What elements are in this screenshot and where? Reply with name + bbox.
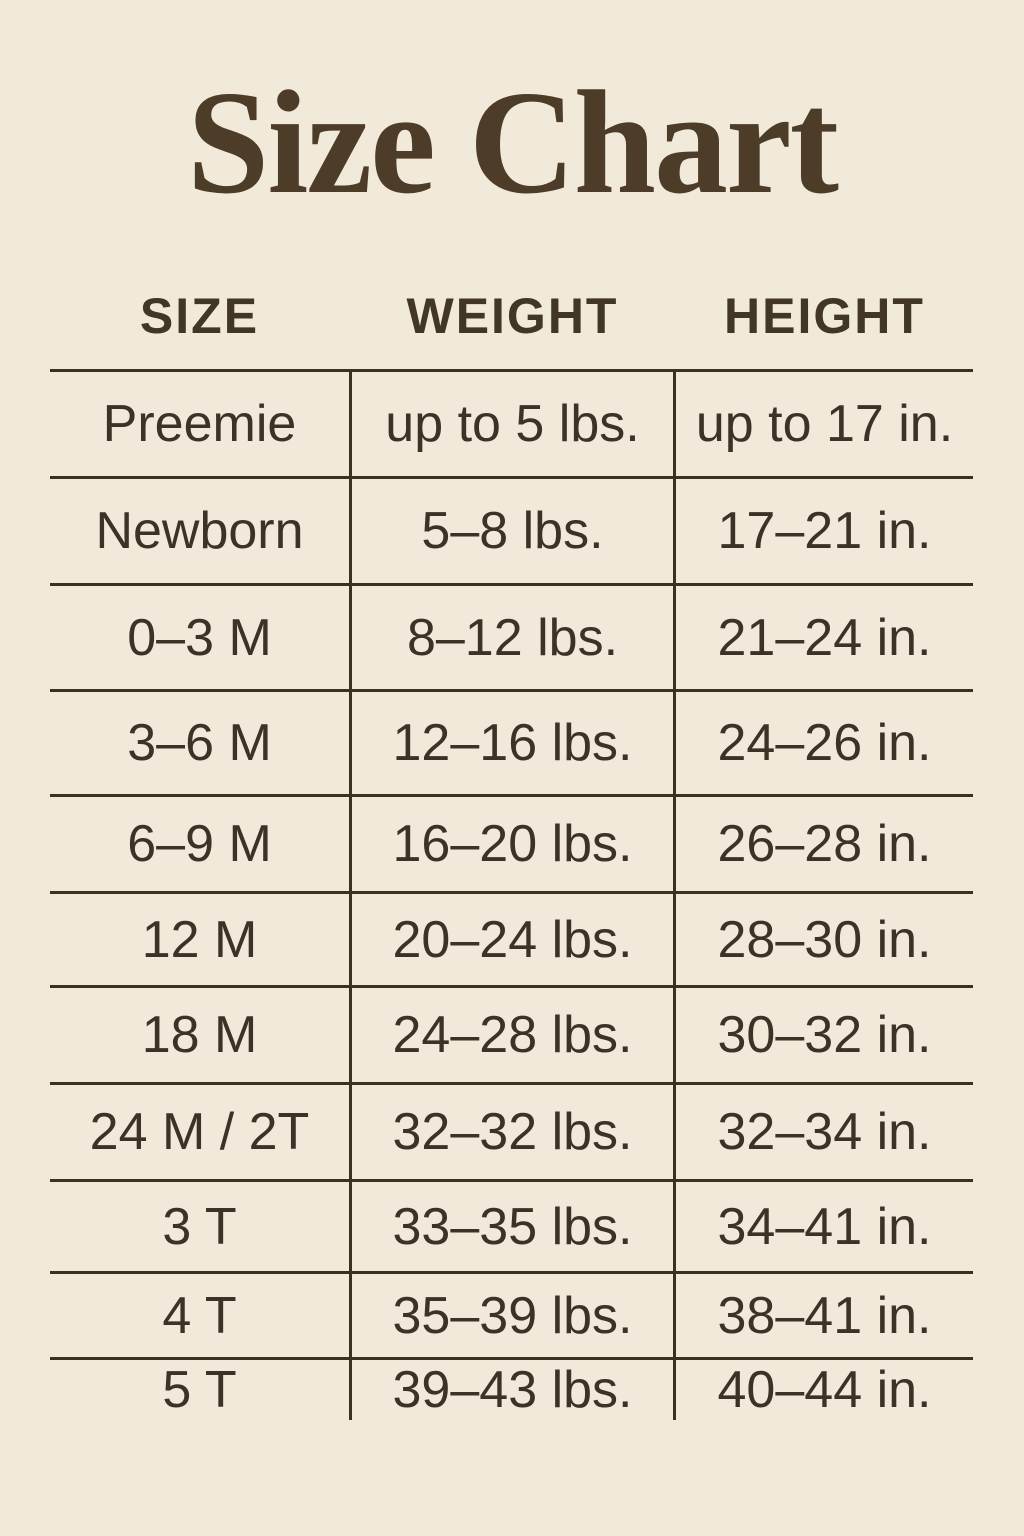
size-cell: 24 M / 2T bbox=[89, 1103, 310, 1161]
table-row bbox=[50, 1179, 973, 1271]
size-cell: 0–3 M bbox=[127, 608, 272, 667]
weight-cell: 12–16 lbs. bbox=[349, 692, 676, 794]
table-row bbox=[50, 583, 973, 689]
table-header-row bbox=[50, 262, 973, 369]
height-cell: 28–30 in. bbox=[717, 910, 932, 969]
height-cell: 24–26 in. bbox=[717, 714, 932, 772]
column-header-size: SIZE bbox=[139, 287, 260, 344]
size-table bbox=[50, 262, 973, 1420]
size-cell: 5 T bbox=[162, 1361, 237, 1419]
weight-cell: 5–8 lbs. bbox=[349, 479, 676, 583]
height-cell: 32–34 in. bbox=[717, 1103, 932, 1161]
table-row bbox=[50, 1357, 973, 1420]
weight-cell: 8–12 lbs. bbox=[349, 586, 676, 689]
table-row bbox=[50, 1271, 973, 1357]
column-header-height: HEIGHT bbox=[724, 287, 925, 344]
weight-cell: 39–43 lbs. bbox=[349, 1360, 676, 1420]
height-cell: 17–21 in. bbox=[717, 502, 932, 560]
height-cell: 40–44 in. bbox=[717, 1361, 932, 1419]
size-cell: Preemie bbox=[102, 395, 297, 453]
size-cell: 6–9 M bbox=[127, 815, 272, 873]
page-title: Size Chart bbox=[187, 61, 837, 225]
height-cell: 34–41 in. bbox=[717, 1197, 932, 1256]
height-cell: 38–41 in. bbox=[717, 1286, 932, 1345]
column-header-weight: WEIGHT bbox=[406, 287, 619, 344]
weight-cell: 20–24 lbs. bbox=[349, 894, 676, 985]
weight-cell: 16–20 lbs. bbox=[349, 797, 676, 891]
table-row bbox=[50, 891, 973, 985]
table-row bbox=[50, 689, 973, 794]
size-cell: 4 T bbox=[162, 1286, 237, 1345]
table-row bbox=[50, 1082, 973, 1179]
size-cell: Newborn bbox=[95, 502, 304, 560]
weight-cell: up to 5 lbs. bbox=[349, 372, 676, 476]
size-cell: 18 M bbox=[141, 1006, 258, 1064]
size-cell: 3 T bbox=[162, 1197, 237, 1256]
weight-cell: 32–32 lbs. bbox=[349, 1085, 676, 1179]
height-cell: up to 17 in. bbox=[695, 395, 954, 453]
table-row bbox=[50, 369, 973, 476]
height-cell: 21–24 in. bbox=[717, 608, 932, 667]
table-row bbox=[50, 794, 973, 891]
weight-cell: 33–35 lbs. bbox=[349, 1182, 676, 1271]
height-cell: 30–32 in. bbox=[717, 1006, 932, 1064]
height-cell: 26–28 in. bbox=[717, 815, 932, 873]
table-row bbox=[50, 985, 973, 1082]
weight-cell: 24–28 lbs. bbox=[349, 988, 676, 1082]
weight-cell: 35–39 lbs. bbox=[349, 1274, 676, 1357]
size-cell: 3–6 M bbox=[127, 714, 272, 772]
table-row bbox=[50, 476, 973, 583]
size-cell: 12 M bbox=[141, 910, 258, 969]
